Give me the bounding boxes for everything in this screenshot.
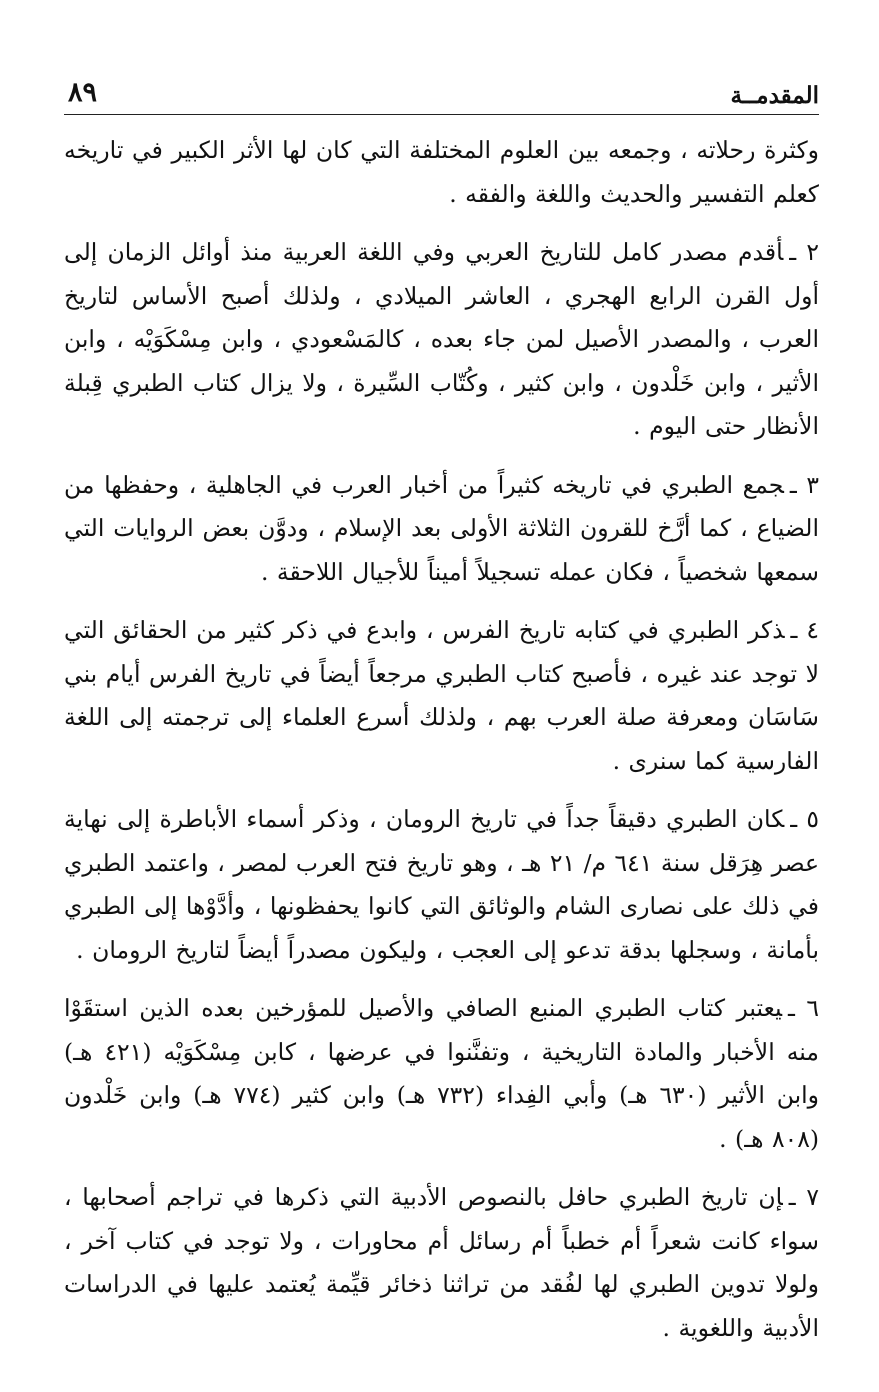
book-page <box>64 78 819 1368</box>
paragraph-text: كان الطبري دقيقاً جداً في تاريخ الرومان ، وذكر أسماء الأباطرة إلى نهاية عصر هِرَقل سنة ٦٤١ م/ ٢١ هـ ، وهو تاريخ فتح العرب لمصر ، واعتمد الطبري في ذلك على نصارى الشام والوثائق التي كانوا يحفظونها ، وأدَّوْها إلى الطبري بأمانة ، وسجلها بدقة تدعو إلى العجب ، وليكون مصدراً أيضاً لتاريخ الرومان . <box>64 805 819 964</box>
item-number: ٢ ـ <box>789 238 819 266</box>
paragraph-item-4 <box>64 609 819 783</box>
paragraph-text: ذكر الطبري في كتابه تاريخ الفرس ، وابدع في ذكر كثير من الحقائق التي لا توجد عند غيره ، فأصبح كتاب الطبري مرجعاً أيضاً في تاريخ الفرس أيام بني سَاسَان ومعرفة صلة العرب بهم ، ولذلك أسرع العلماء إلى ترجمته إلى اللغة الفارسية كما سنرى . <box>64 616 819 775</box>
body-text <box>64 115 819 1350</box>
paragraph-text: وكثرة رحلاته ، وجمعه بين العلوم المختلفة التي كان لها الأثر الكبير في تاريخه كعلم التفسير والحديث واللغة والفقه . <box>64 136 819 208</box>
page-number: ٨٩ <box>68 77 98 108</box>
paragraph-text: جمع الطبري في تاريخه كثيراً من أخبار العرب في الجاهلية ، وحفظها من الضياع ، كما أرَّخ للقرون الثلاثة الأولى بعد الإسلام ، ودوَّن بعض الروايات التي سمعها شخصياً ، فكان عمله تسجيلاً أميناً للأجيال اللاحقة . <box>64 470 819 586</box>
paragraph-item-2 <box>64 231 819 449</box>
running-head <box>64 78 819 115</box>
paragraph-item-6 <box>64 987 819 1161</box>
paragraph-item-3 <box>64 464 819 595</box>
item-number: ٦ ـ <box>788 994 819 1022</box>
paragraph-item-5 <box>64 798 819 972</box>
paragraph-continuation <box>64 129 819 216</box>
item-number: ٤ ـ <box>790 616 819 644</box>
paragraph-item-7 <box>64 1176 819 1350</box>
item-number: ٣ ـ <box>789 470 819 499</box>
paragraph-text: إن تاريخ الطبري حافل بالنصوص الأدبية التي ذكرها في تراجم أصحابها ، سواء كانت شعراً أم خطباً أم رسائل أم محاورات ، ولا توجد في كتاب آخر ، ولولا تدوين الطبري لها لفُقد من تراثنا ذخائر قيِّمة يُعتمد عليها في الدراسات الأدبية واللغوية . <box>64 1183 819 1342</box>
paragraph-text: يعتبر كتاب الطبري المنبع الصافي والأصيل للمؤرخين بعده الذين استقَوْا منه الأخبار والمادة التاريخية ، وتفنَّنوا في عرضها ، كابن مِسْكَوَيْه (٤٢١ هـ) وابن الأثير (٦٣٠ هـ) وأبي الفِداء (٧٣٢ هـ) وابن كثير (٧٧٤ هـ) وابن خَلْدون (٨٠٨ هـ) . <box>64 994 820 1153</box>
item-number: ٧ ـ <box>788 1183 819 1211</box>
item-number: ٥ ـ <box>790 805 819 833</box>
section-title: المقدمــة <box>730 82 819 109</box>
paragraph-text: أقدم مصدر كامل للتاريخ العربي وفي اللغة العربية منذ أوائل الزمان إلى أول القرن الرابع الهجري ، العاشر الميلادي ، ولذلك أصبح الأساس لتاريخ العرب ، والمصدر الأصيل لمن جاء بعده ، كالمَسْعودي ، وابن مِسْكَوَيْه ، وابن الأثير ، وابن خَلْدون ، وابن كثير ، وكُتّاب السِّيرة ، ولا يزال كتاب الطبري قِبلة الأنظار حتى اليوم . <box>64 238 819 440</box>
